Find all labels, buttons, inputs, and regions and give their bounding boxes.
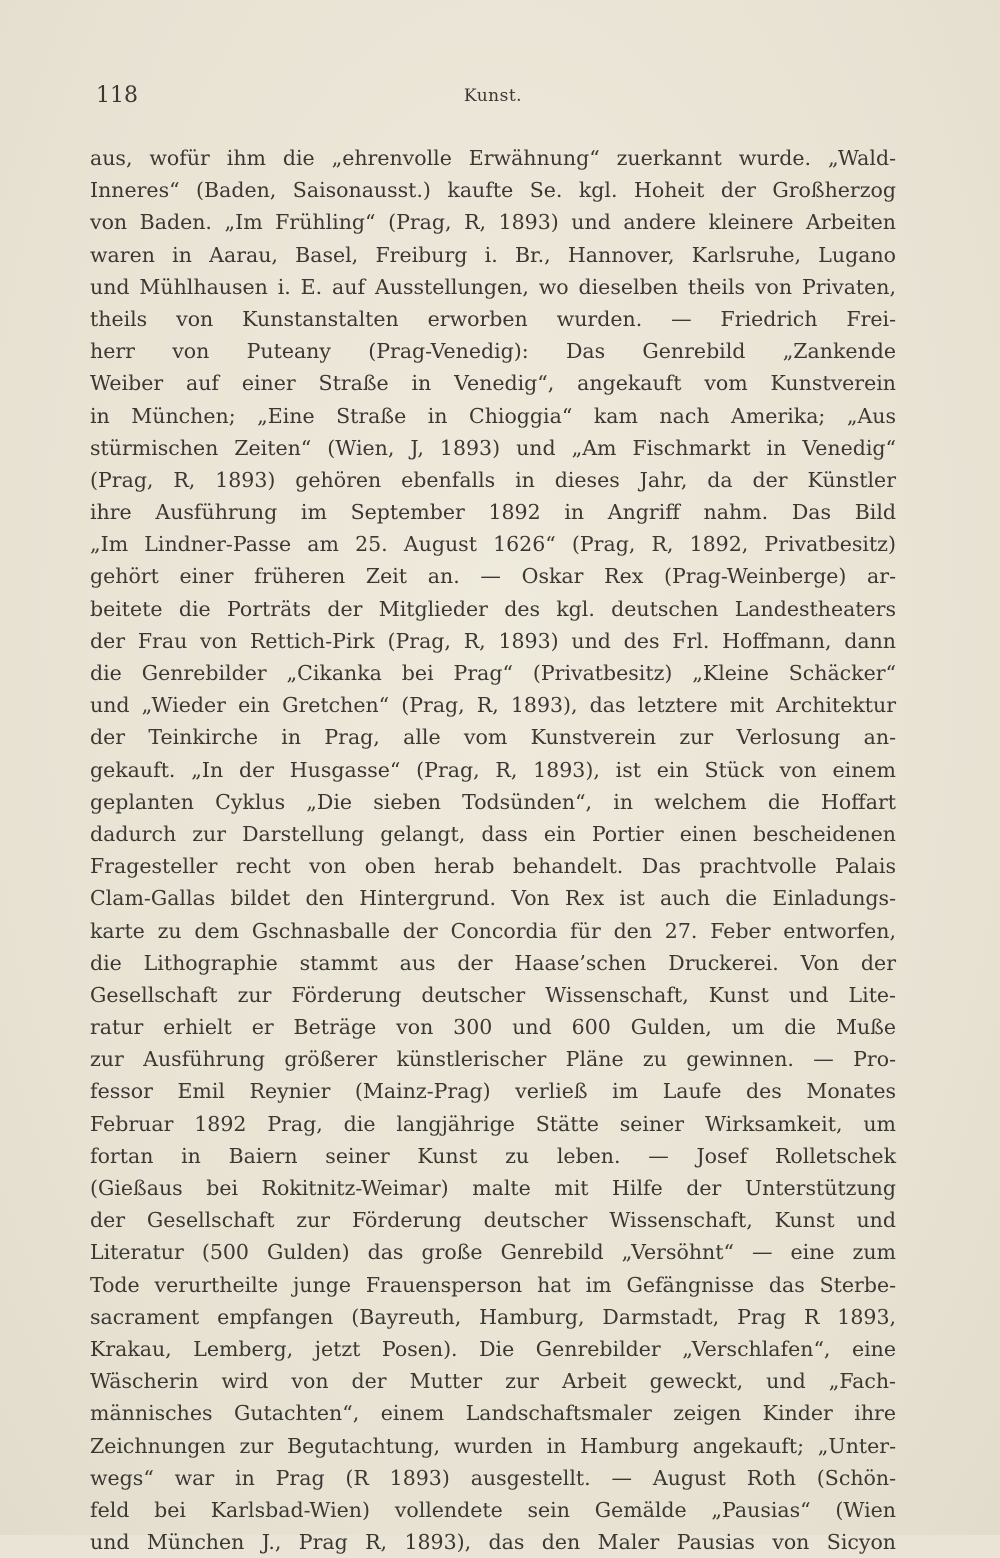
text-line: (Gießaus bei Rokitnitz-Weimar) malte mit Hilfe der Unterstützung (90, 1176, 896, 1200)
text-line: wegs“ war in Prag (R 1893) ausgestellt. — August Roth (Schön- (90, 1465, 896, 1490)
text-line: karte zu dem Gschnasballe der Concordia für den 27. Feber entworfen, (90, 918, 896, 943)
text-line: fessor Emil Reynier (Mainz-Prag) verließ im Laufe des Monates (90, 1079, 896, 1104)
text-line: männisches Gutachten“, einem Landschaftsmaler zeigen Kinder ihre (90, 1401, 896, 1426)
text-line: und „Wieder ein Gretchen“ (Prag, R, 1893), das letztere mit Architektur (90, 693, 896, 718)
text-line: Literatur (500 Gulden) das große Genrebild „Versöhnt“ — eine zum (90, 1240, 896, 1265)
text-line: und Mühlhausen i. E. auf Ausstellungen, wo dieselben theils von Privaten, (90, 274, 896, 299)
text-line: ihre Ausführung im September 1892 in Angriff nahm. Das Bild (90, 500, 896, 525)
text-line: geplanten Cyklus „Die sieben Todsünden“, in welchem die Hoffart (90, 789, 896, 814)
text-line: gehört einer früheren Zeit an. — Oskar Rex (Prag-Weinberge) ar- (90, 564, 896, 589)
text-line: Krakau, Lemberg, jetzt Posen). Die Genrebilder „Verschlafen“, eine (90, 1336, 896, 1361)
text-line: Gesellschaft zur Förderung deutscher Wissenschaft, Kunst und Lite- (90, 982, 896, 1007)
text-line: Februar 1892 Prag, die langjährige Stätte seiner Wirksamkeit, um (90, 1111, 896, 1136)
text-line: gekauft. „In der Husgasse“ (Prag, R, 1893), ist ein Stück von einem (90, 757, 896, 782)
page-number: 118 (96, 83, 138, 108)
text-line: Zeichnungen zur Begutachtung, wurden in Hamburg angekauft; „Unter- (90, 1433, 896, 1458)
text-line: die Lithographie stammt aus der Haase’schen Druckerei. Von der (90, 950, 896, 975)
text-line: beitete die Porträts der Mitglieder des kgl. deutschen Landestheaters (90, 596, 896, 621)
text-line: fortan in Baiern seiner Kunst zu leben. — Josef Rolletschek (90, 1143, 896, 1168)
text-line: theils von Kunstanstalten erworben wurden. — Friedrich Frei- (90, 306, 896, 331)
text-line: der Frau von Rettich-Pirk (Prag, R, 1893) und des Frl. Hoffmann, dann (90, 628, 896, 653)
text-line: der Teinkirche in Prag, alle vom Kunstverein zur Verlosung an- (90, 725, 896, 750)
text-line: Wäscherin wird von der Mutter zur Arbeit geweckt, und „Fach- (90, 1369, 896, 1394)
text-line: sacrament empfangen (Bayreuth, Hamburg, Darmstadt, Prag R 1893, (90, 1304, 896, 1329)
section-title: Kunst. (463, 86, 523, 106)
text-line: (Prag, R, 1893) gehören ebenfalls in dieses Jahr, da der Künstler (90, 467, 896, 492)
text-line: Tode verurtheilte junge Frauensperson hat im Gefängnisse das Sterbe- (90, 1272, 896, 1297)
text-line: stürmischen Zeiten“ (Wien, J, 1893) und „Am Fischmarkt in Venedig“ (90, 435, 896, 460)
text-line: von Baden. „Im Frühling“ (Prag, R, 1893) und andere kleinere Arbeiten (90, 210, 896, 235)
running-head (90, 80, 896, 112)
text-line: Fragesteller recht von oben herab behandelt. Das prachtvolle Palais (90, 854, 896, 879)
body-text (90, 142, 896, 1558)
text-line: feld bei Karlsbad-Wien) vollendete sein Gemälde „Pausias“ (Wien (90, 1497, 896, 1522)
text-line: zur Ausführung größerer künstlerischer Pläne zu gewinnen. — Pro- (90, 1047, 896, 1072)
text-line: ratur erhielt er Beträge von 300 und 600 Gulden, um die Muße (90, 1015, 896, 1040)
text-line: „Im Lindner-Passe am 25. August 1626“ (Prag, R, 1892, Privatbesitz) (90, 532, 896, 557)
text-line: aus, wofür ihm die „ehrenvolle Erwähnung“ zuerkannt wurde. „Wald- (90, 146, 896, 170)
text-line: der Gesellschaft zur Förderung deutscher Wissenschaft, Kunst und (90, 1208, 896, 1233)
text-line: herr von Puteany (Prag-Venedig): Das Genrebild „Zankende (90, 339, 896, 364)
text-line: Clam-Gallas bildet den Hintergrund. Von Rex ist auch die Einladungs- (90, 886, 896, 911)
text-line: in München; „Eine Straße in Chioggia“ kam nach Amerika; „Aus (90, 403, 896, 428)
text-line: Inneres“ (Baden, Saisonausst.) kaufte Se. kgl. Hoheit der Großherzog (90, 178, 896, 203)
text-line: dadurch zur Darstellung gelangt, dass ein Portier einen bescheidenen (90, 821, 896, 846)
text-line: Weiber auf einer Straße in Venedig“, angekauft vom Kunstverein (90, 371, 896, 396)
text-line: waren in Aarau, Basel, Freiburg i. Br., Hannover, Karlsruhe, Lugano (90, 242, 896, 267)
text-line: die Genrebilder „Cikanka bei Prag“ (Privatbesitz) „Kleine Schäcker“ (90, 661, 896, 685)
text-line: und München J., Prag R, 1893), das den Maler Pausias von Sicyon (90, 1530, 896, 1555)
